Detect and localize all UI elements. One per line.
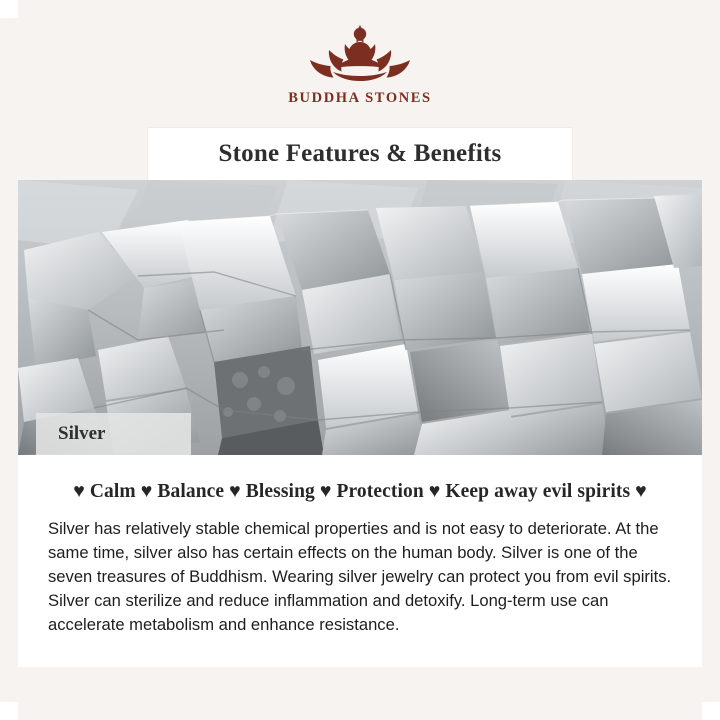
lotus-meditation-figure-icon [285,22,435,88]
stone-description-panel [18,455,702,667]
corner-accent-bottom-right [702,702,720,720]
brand-header [0,0,720,128]
corner-accent-bottom-left [0,702,18,720]
page-title: Stone Features & Benefits [218,140,502,167]
benefit-keywords: ♥ Calm ♥ Balance ♥ Blessing ♥ Protection ♥ Keep away evil spirits ♥ [73,481,647,502]
brand-name: BUDDHA STONES [288,90,432,106]
stone-photo [18,180,702,455]
title-banner [148,128,572,180]
stone-name-tag [36,413,191,455]
stone-description-text: Silver has relatively stable chemical properties and is not easy to deteriorate. At the same time, silver also has certain effects on the human body. Silver is one of the seven treasures of Buddhism. Wearing silver jewelry can protect you from evil spirits. Silver can sterilize and reduce inflammation and detoxify. Long-term use can accelerate metabolism and enhance resistance. [48,519,672,634]
stone-name: Silver [58,423,106,444]
footer-strip [0,667,720,720]
